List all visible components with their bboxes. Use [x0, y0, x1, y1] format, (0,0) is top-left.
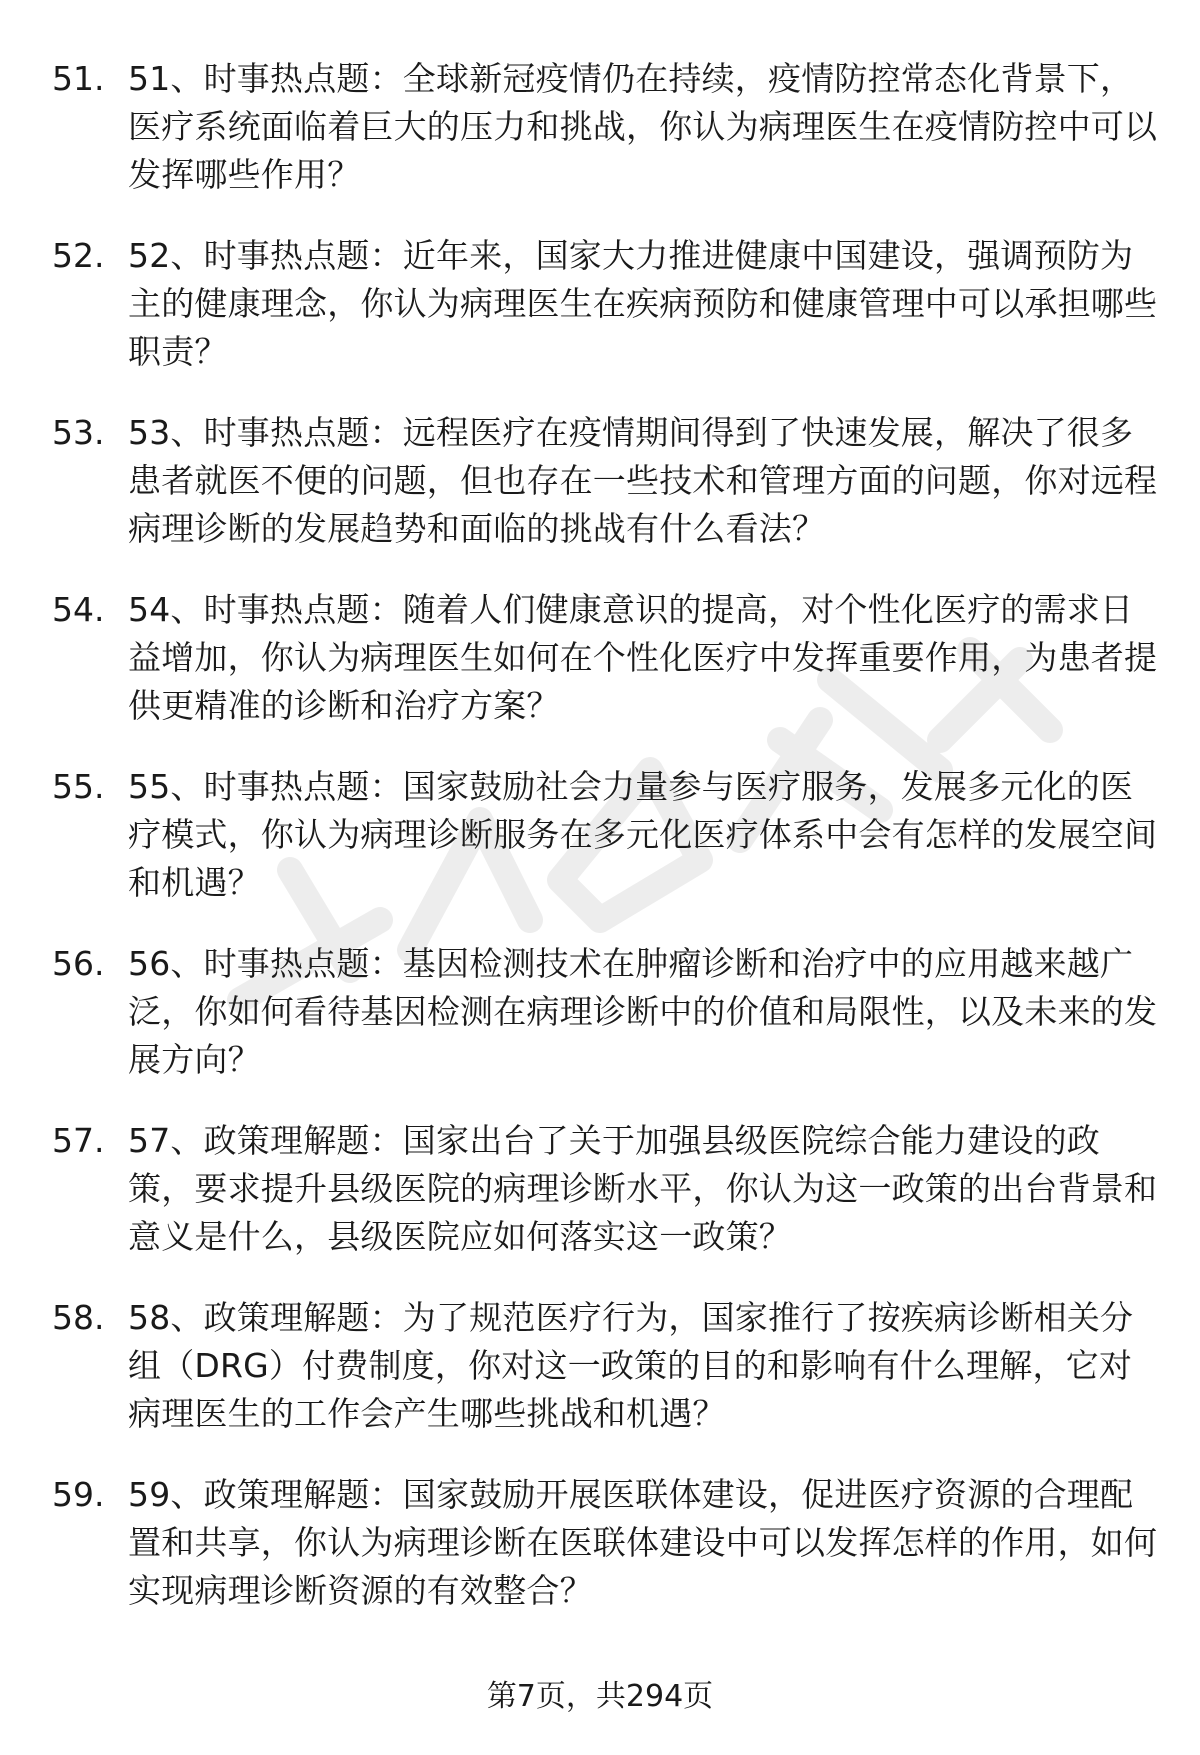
- question-number: 54.: [52, 590, 105, 629]
- question-number: 55.: [52, 767, 105, 806]
- question-number: 53.: [52, 413, 105, 452]
- question-item: [52, 55, 1162, 199]
- question-list: [52, 55, 1162, 1648]
- question-text: 54、时事热点题：随着人们健康意识的提高，对个性化医疗的需求日益增加，你认为病理医生如何在个性化医疗中发挥重要作用，为患者提供更精准的诊断和治疗方案？: [128, 590, 1158, 725]
- question-text: 53、时事热点题：远程医疗在疫情期间得到了快速发展，解决了很多患者就医不便的问题，但也存在一些技术和管理方面的问题，你对远程病理诊断的发展趋势和面临的挑战有什么看法？: [128, 413, 1158, 548]
- question-item: [52, 1294, 1162, 1438]
- question-number: 52.: [52, 236, 105, 275]
- question-text: 57、政策理解题：国家出台了关于加强县级医院综合能力建设的政策，要求提升县级医院的病理诊断水平，你认为这一政策的出台背景和意义是什么，县级医院应如何落实这一政策？: [128, 1121, 1158, 1256]
- question-number: 59.: [52, 1475, 105, 1514]
- question-item: [52, 1471, 1162, 1615]
- question-text: 59、政策理解题：国家鼓励开展医联体建设，促进医疗资源的合理配置和共享，你认为病理诊断在医联体建设中可以发挥怎样的作用，如何实现病理诊断资源的有效整合？: [128, 1475, 1158, 1610]
- question-item: [52, 232, 1162, 376]
- page-number-footer: 第7页，共294页: [486, 1679, 714, 1714]
- question-item: [52, 1117, 1162, 1261]
- question-item: [52, 409, 1162, 553]
- question-text: 56、时事热点题：基因检测技术在肿瘤诊断和治疗中的应用越来越广泛，你如何看待基因检测在病理诊断中的价值和局限性，以及未来的发展方向？: [128, 944, 1158, 1079]
- question-number: 51.: [52, 59, 105, 98]
- question-text: 58、政策理解题：为了规范医疗行为，国家推行了按疾病诊断相关分组（DRG）付费制度，你对这一政策的目的和影响有什么理解，它对病理医生的工作会产生哪些挑战和机遇？: [128, 1298, 1134, 1433]
- question-item: [52, 763, 1162, 907]
- question-text: 52、时事热点题：近年来，国家大力推进健康中国建设，强调预防为主的健康理念，你认为病理医生在疾病预防和健康管理中可以承担哪些职责？: [128, 236, 1158, 371]
- question-number: 58.: [52, 1298, 105, 1337]
- question-number: 56.: [52, 944, 105, 983]
- question-item: [52, 586, 1162, 730]
- question-item: [52, 940, 1162, 1084]
- question-text: 51、时事热点题：全球新冠疫情仍在持续，疫情防控常态化背景下，医疗系统面临着巨大的压力和挑战，你认为病理医生在疫情防控中可以发挥哪些作用？: [128, 59, 1158, 194]
- question-number: 57.: [52, 1121, 105, 1160]
- question-text: 55、时事热点题：国家鼓励社会力量参与医疗服务，发展多元化的医疗模式，你认为病理诊断服务在多元化医疗体系中会有怎样的发展空间和机遇？: [128, 767, 1158, 902]
